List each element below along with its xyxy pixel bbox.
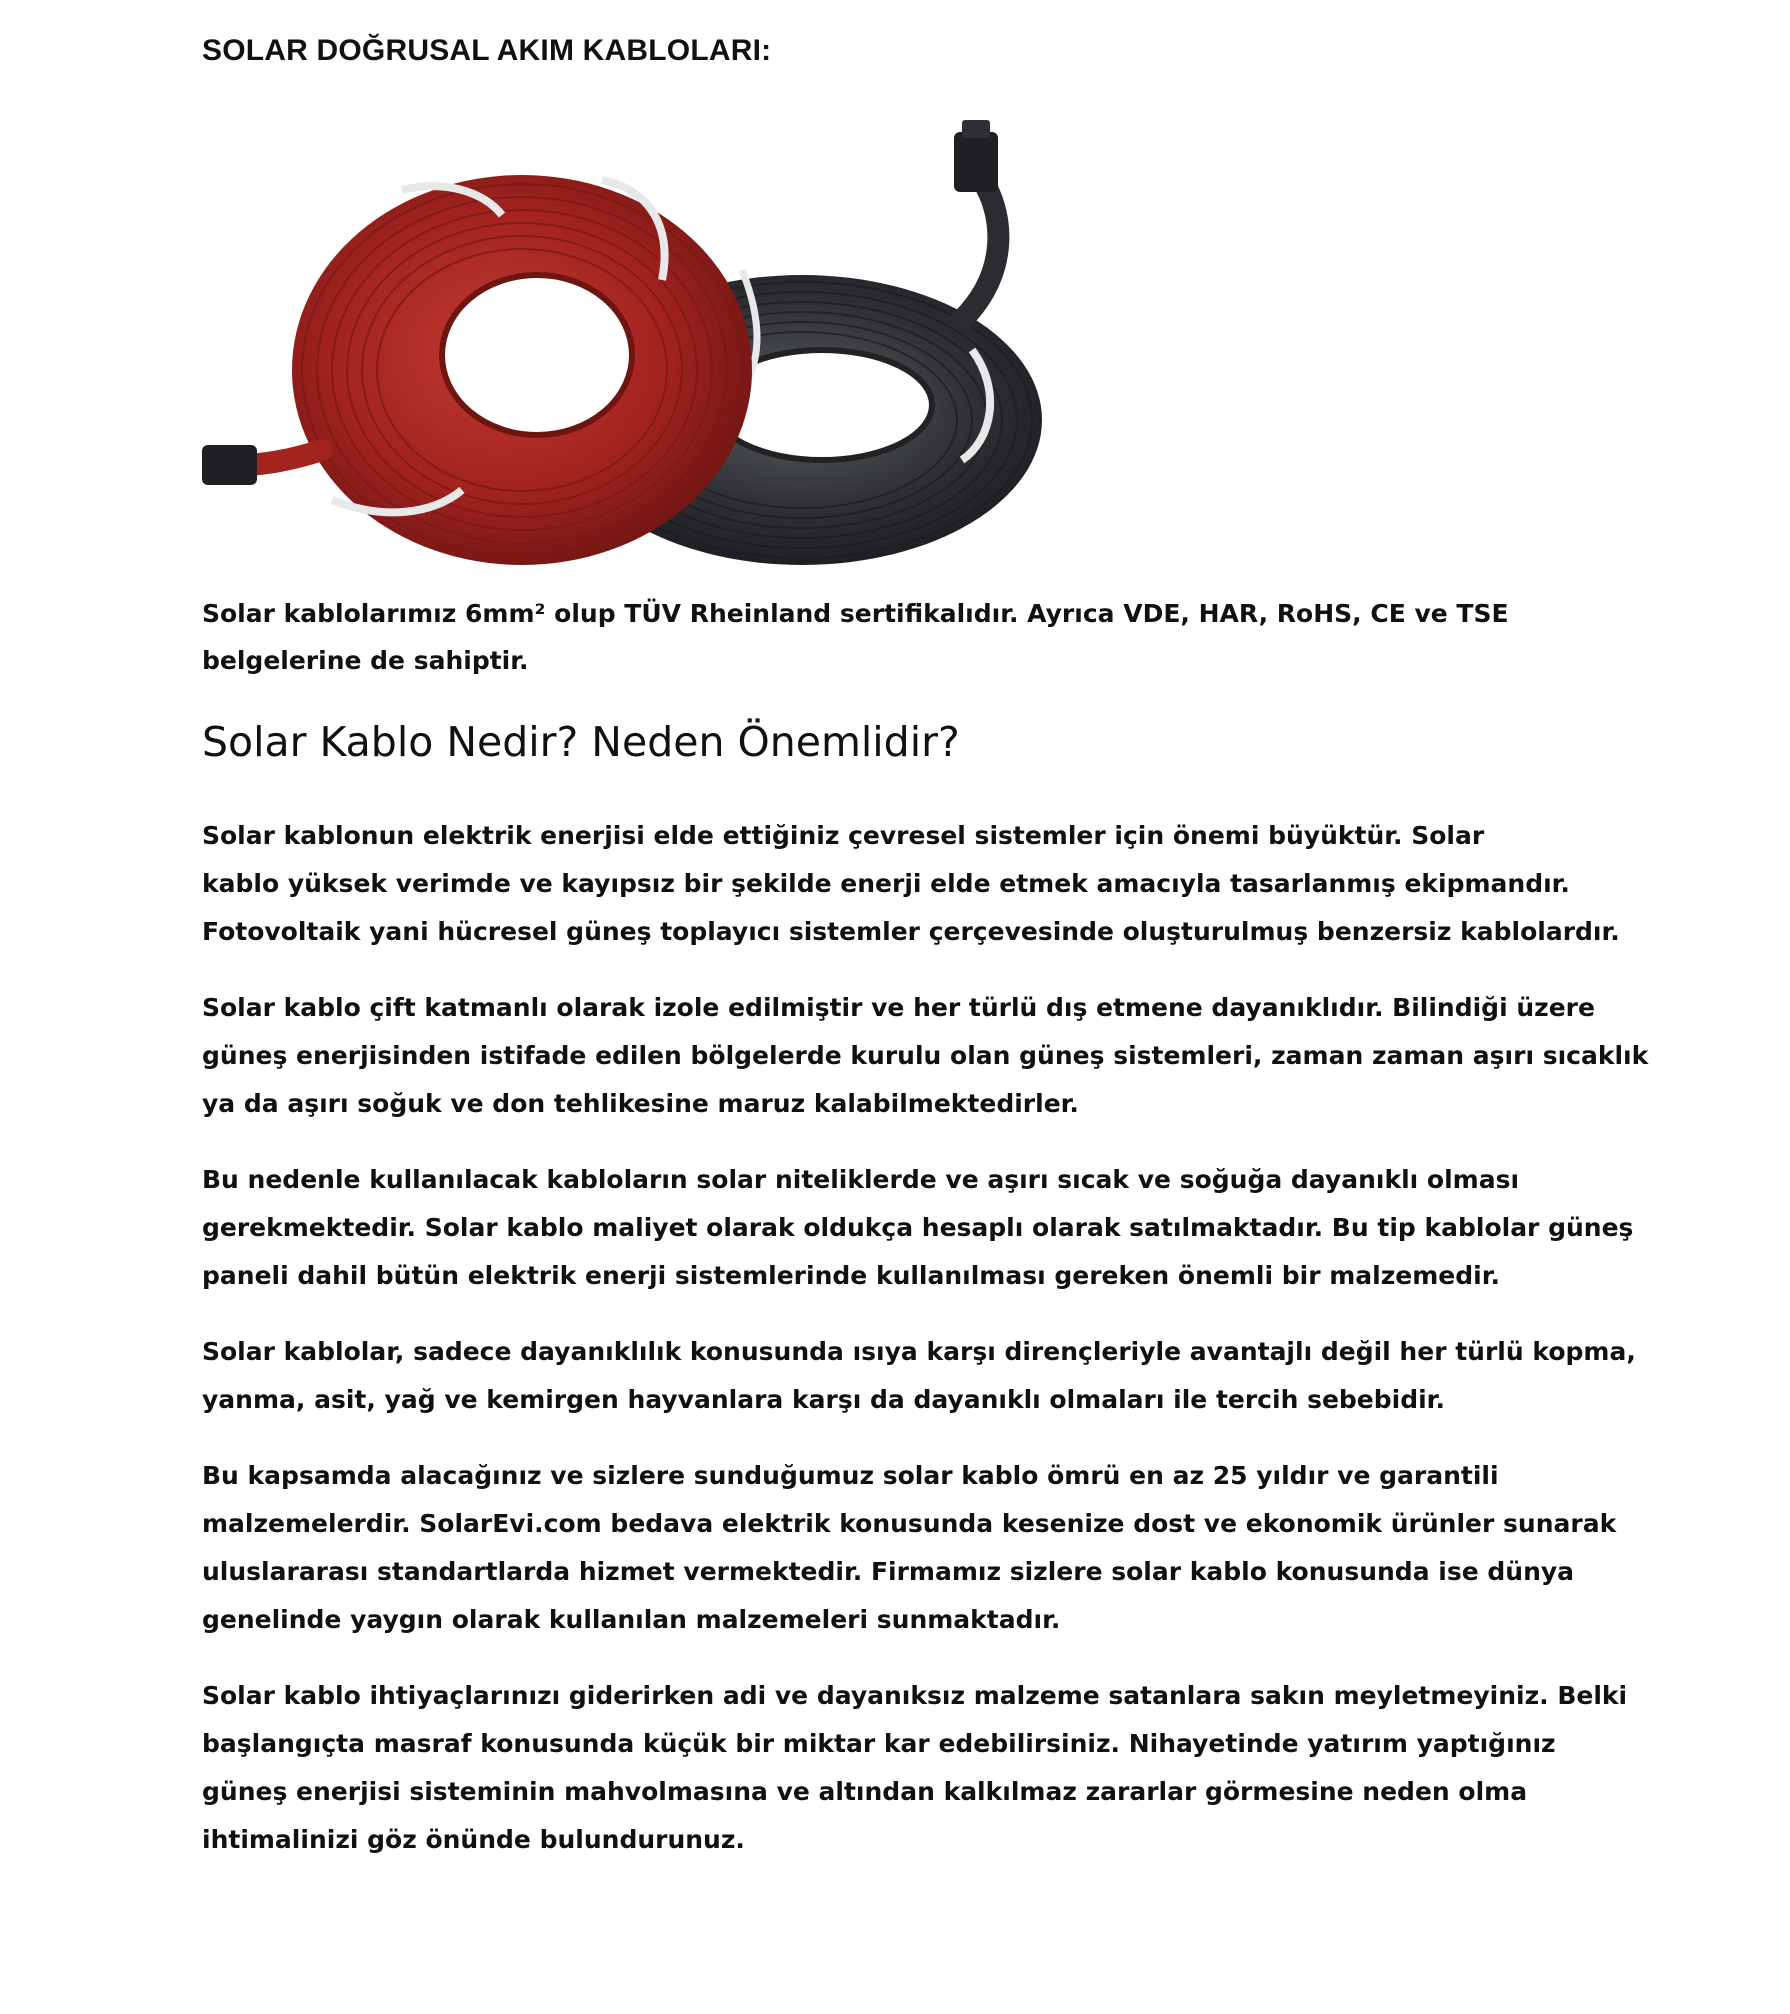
text-line: Bu nedenle kullanılacak kabloların solar niteliklerde ve aşırı sıcak ve soğuğa dayanıklı olması — [202, 1165, 1520, 1194]
text-line: yanma, asit, yağ ve kemirgen hayvanlara karşı da dayanıklı olmaları ile tercih sebebidir. — [202, 1385, 1445, 1414]
intro-paragraph — [202, 590, 1642, 684]
mc4-connector-icon — [954, 132, 998, 192]
text-line: uluslararası standartlarda hizmet vermektedir. Firmamız sizlere solar kablo konusunda ise dünya — [202, 1557, 1575, 1586]
text-line: Fotovoltaik yani hücresel güneş toplayıcı sistemler çerçevesinde oluşturulmuş benzersiz kablolardır. — [202, 917, 1620, 946]
paragraph — [202, 1328, 1642, 1424]
document-title: SOLAR DOĞRUSAL AKIM KABLOLARI: — [202, 34, 772, 67]
section-heading: Solar Kablo Nedir? Neden Önemlidir? — [202, 718, 960, 766]
text-line: ya da aşırı soğuk ve don tehlikesine maruz kalabilmektedirler. — [202, 1089, 1079, 1118]
text-line: ihtimalinizi göz önünde bulundurunuz. — [202, 1825, 745, 1854]
paragraph — [202, 812, 1642, 956]
text-line: Solar kablonun elektrik enerjisi elde ettiğiniz çevresel sistemler için önemi büyüktür. Solar — [202, 821, 1485, 850]
text-line: genelinde yaygın olarak kullanılan malzemeleri sunmaktadır. — [202, 1605, 1061, 1634]
paragraph — [202, 1156, 1642, 1300]
text-line: paneli dahil bütün elektrik enerji sistemlerinde kullanılması gereken önemli bir malzemedir. — [202, 1261, 1500, 1290]
mc4-connector-icon — [202, 445, 257, 485]
text-line: güneş enerjisi sisteminin mahvolmasına ve altından kalkılmaz zararlar görmesine neden olma — [202, 1777, 1528, 1806]
paragraph — [202, 984, 1649, 1128]
solar-cable-coils-image — [202, 120, 1082, 570]
text-line: Solar kablo ihtiyaçlarınızı giderirken adi ve dayanıksız malzeme satanlara sakın meyletmeyiniz. Belki — [202, 1681, 1628, 1710]
text-line: Solar kablolar, sadece dayanıklılık konusunda ısıya karşı dirençleriyle avantajlı değil her türlü kopma, — [202, 1337, 1636, 1366]
text-line: başlangıçta masraf konusunda küçük bir miktar kar edebilirsiniz. Nihayetinde yatırım yaptığınız — [202, 1729, 1556, 1758]
cable-coils-illustration — [202, 120, 1082, 570]
text-line: Solar kablolarımız 6mm² olup TÜV Rheinland sertifikalıdır. Ayrıca VDE, HAR, RoHS, CE ve TSE — [202, 599, 1509, 628]
text-line: kablo yüksek verimde ve kayıpsız bir şekilde enerji elde etmek amacıyla tasarlanmış ekipmandır. — [202, 869, 1570, 898]
text-line: Solar kablo çift katmanlı olarak izole edilmiştir ve her türlü dış etmene dayanıklıdır. Bilindiği üzere — [202, 993, 1595, 1022]
body-text — [202, 812, 1649, 1892]
paragraph — [202, 1452, 1642, 1644]
text-line: güneş enerjisinden istifade edilen bölgelerde kurulu olan güneş sistemleri, zaman zaman aşırı sıcaklık — [202, 1041, 1649, 1070]
red-cable-coil — [202, 175, 752, 565]
paragraph — [202, 1672, 1642, 1864]
text-line: gerekmektedir. Solar kablo maliyet olarak oldukça hesaplı olarak satılmaktadır. Bu tip kablolar güneş — [202, 1213, 1634, 1242]
text-line: malzemelerdir. SolarEvi.com bedava elektrik konusunda kesenize dost ve ekonomik ürünler sunarak — [202, 1509, 1617, 1538]
text-line: Bu kapsamda alacağınız ve sizlere sunduğumuz solar kablo ömrü en az 25 yıldır ve garantili — [202, 1461, 1499, 1490]
text-line: belgelerine de sahiptir. — [202, 646, 529, 675]
